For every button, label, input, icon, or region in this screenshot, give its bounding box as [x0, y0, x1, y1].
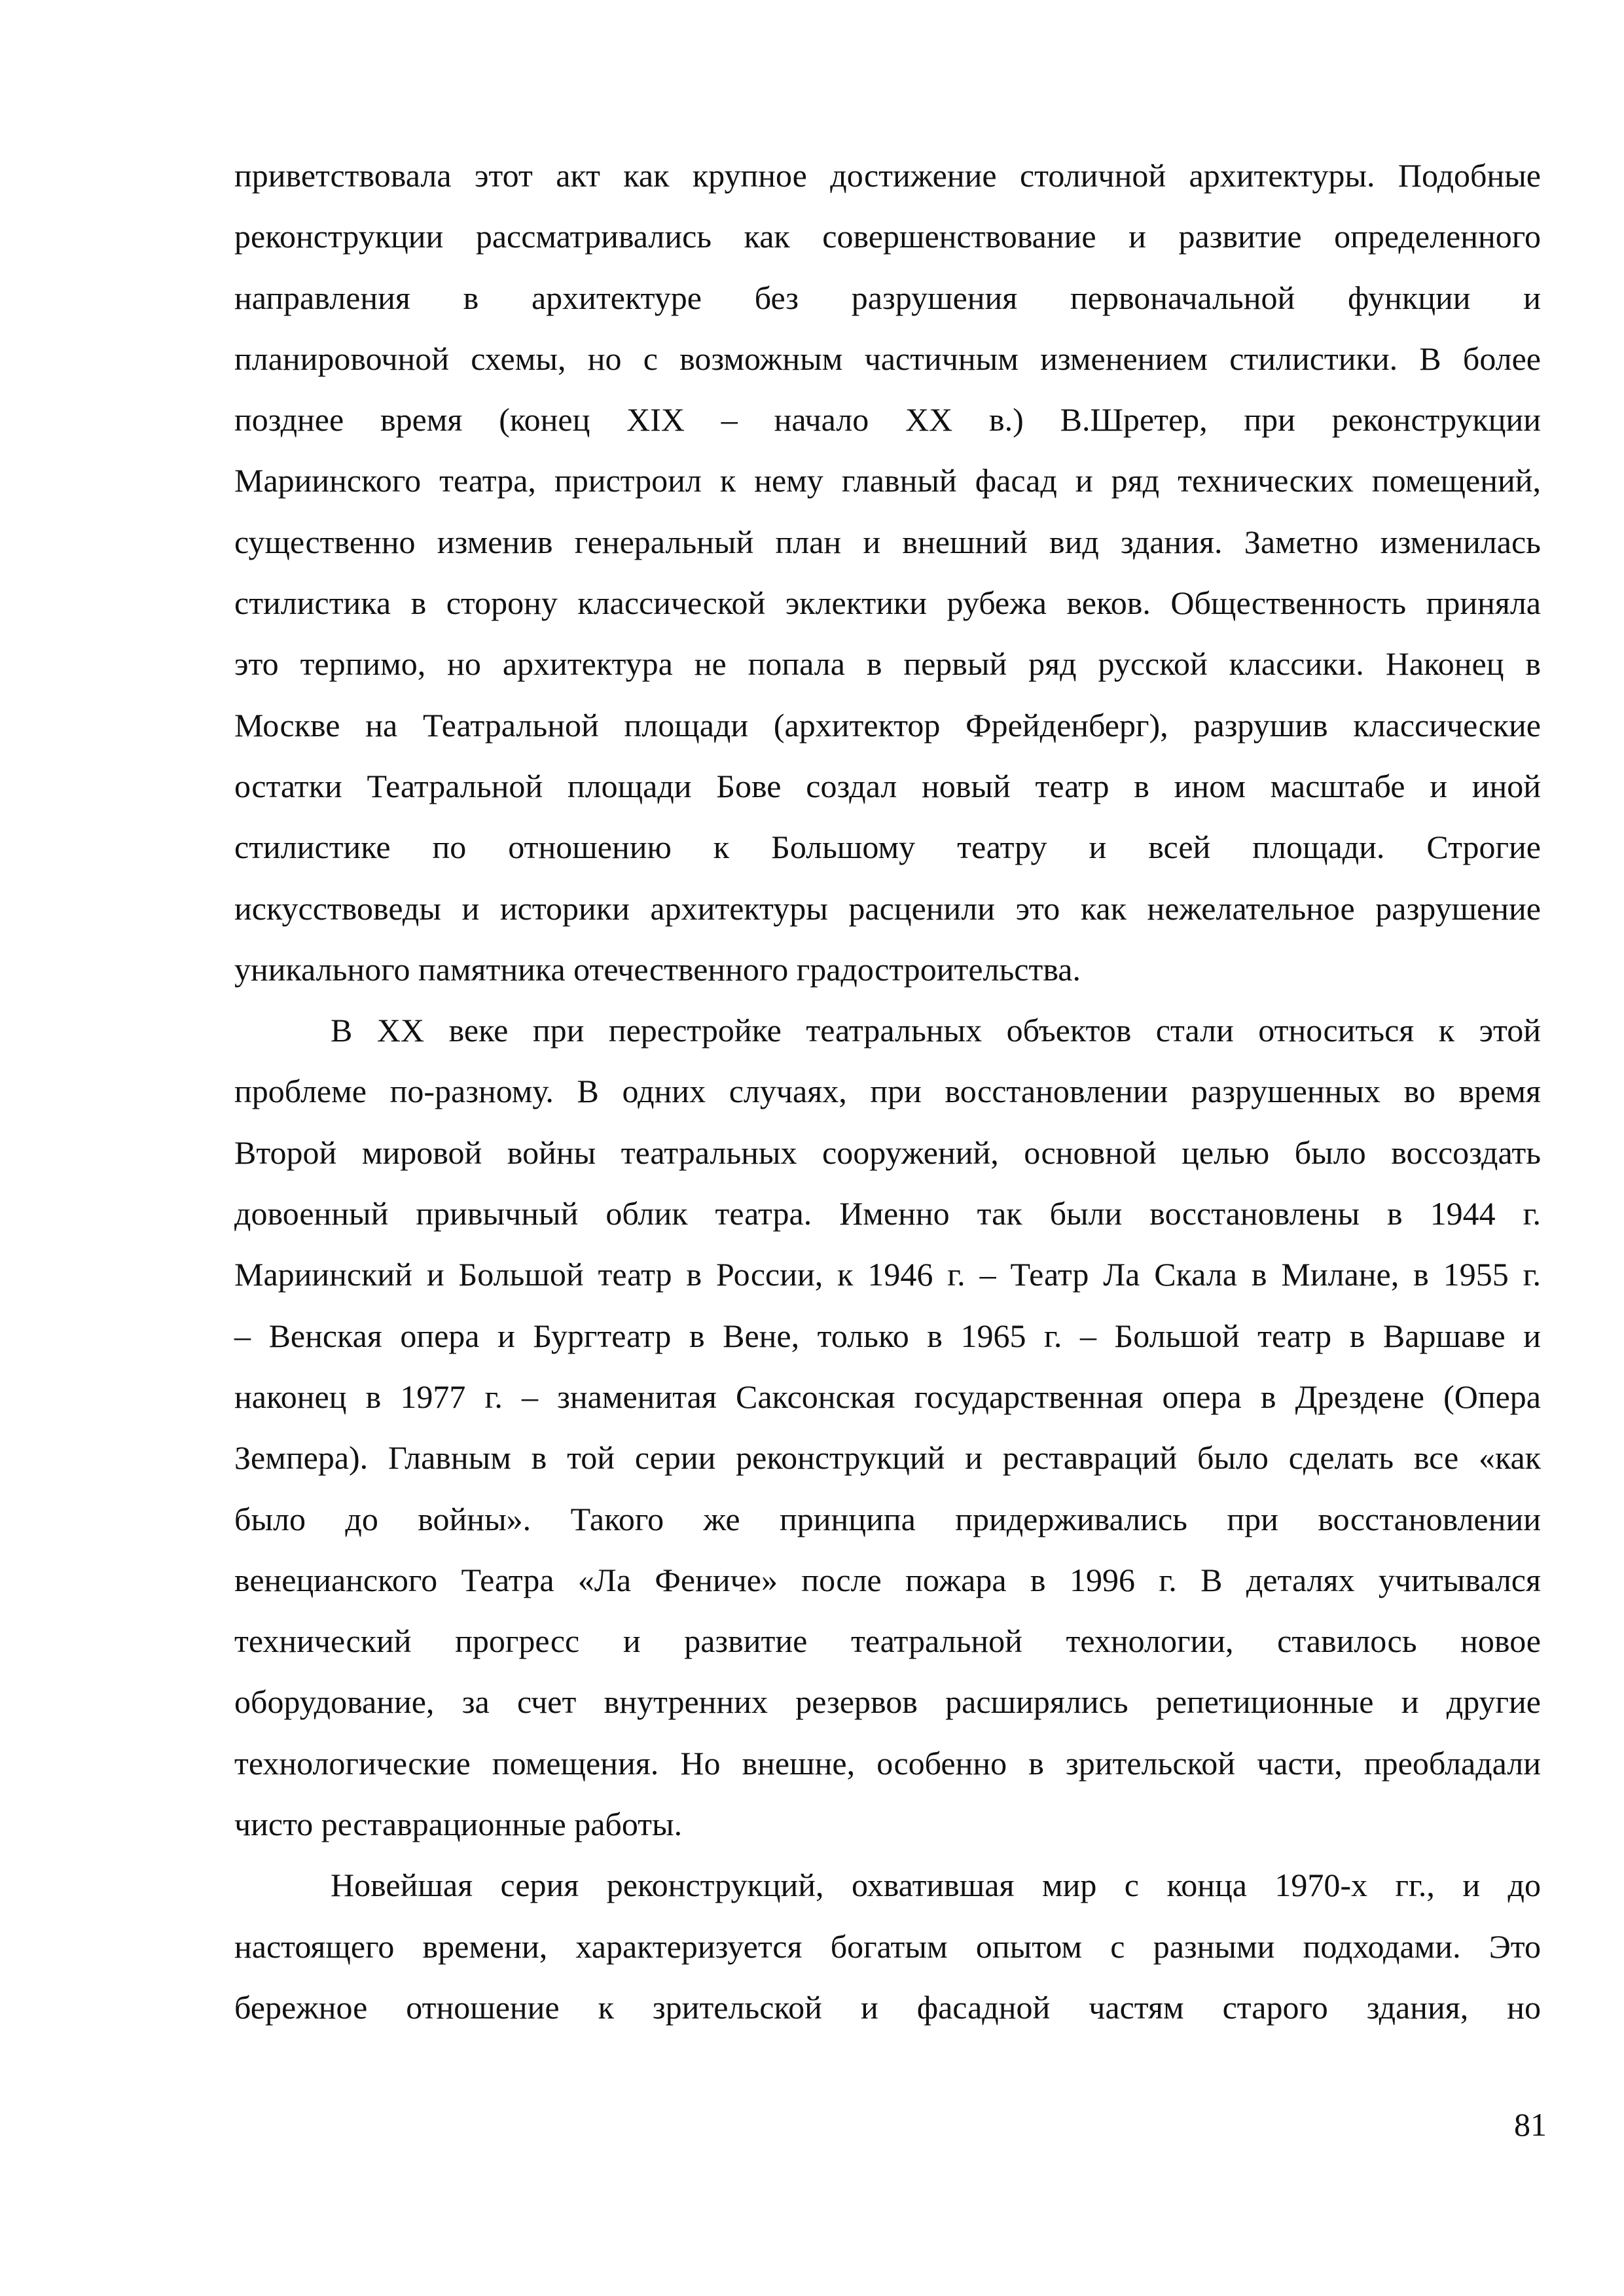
text-line: Второй мировой войны театральных сооружений, основной целью было воссоздать — [234, 1134, 1541, 1171]
text-line: венецианского Театра «Ла Фениче» после пожара в 1996 г. В деталях учитывался — [234, 1561, 1541, 1598]
paragraph-1 — [234, 145, 1541, 1000]
text-line: позднее время (конец XIX – начало XX в.) В.Шретер, при реконструкции — [234, 401, 1541, 439]
text-line: стилистика в сторону классической эклектики рубежа веков. Общественность приняла — [234, 584, 1541, 622]
text-line: наконец в 1977 г. – знаменитая Саксонская государственная опера в Дрездене (Опера — [234, 1378, 1541, 1415]
paragraph-2 — [234, 1000, 1541, 1855]
text-line: планировочной схемы, но с возможным частичным изменением стилистики. В более — [234, 340, 1541, 377]
text-line: технологические помещения. Но внешне, особенно в зрительской части, преобладали — [234, 1744, 1541, 1782]
text-line: проблеме по-разному. В одних случаях, при восстановлении разрушенных во время — [234, 1073, 1541, 1110]
text-line: направления в архитектуре без разрушения первоначальной функции и — [234, 279, 1541, 316]
text-line: искусствоведы и историки архитектуры расценили это как нежелательное разрушение — [234, 889, 1541, 927]
text-line: уникального памятника отечественного градостроительства. — [234, 950, 1081, 988]
text-line: приветствовала этот акт как крупное достижение столичной архитектуры. Подобные — [234, 157, 1541, 194]
text-line: – Венская опера и Бургтеатр в Вене, только в 1965 г. – Большой театр в Варшаве и — [234, 1317, 1541, 1354]
page-number: 81 — [1514, 2106, 1547, 2143]
text-line: существенно изменив генеральный план и внешний вид здания. Заметно изменилась — [234, 523, 1541, 560]
text-line: оборудование, за счет внутренних резервов расширялись репетиционные и другие — [234, 1683, 1541, 1721]
text-line: реконструкции рассматривались как совершенствование и развитие определенного — [234, 218, 1541, 255]
text-line: стилистике по отношению к Большому театру и всей площади. Строгие — [234, 829, 1541, 866]
text-line: довоенный привычный облик театра. Именно так были восстановлены в 1944 г. — [234, 1195, 1541, 1232]
body-text — [234, 145, 1541, 2038]
text-line: бережное отношение к зрительской и фасадной частям старого здания, но — [234, 1988, 1541, 2026]
text-line: Москве на Театральной площади (архитектор Фрейденберг), разрушив классические — [234, 706, 1541, 744]
text-line: технический прогресс и развитие театральной технологии, ставилось новое — [234, 1623, 1541, 1660]
text-line: Мариинский и Большой театр в России, к 1946 г. – Театр Ла Скала в Милане, в 1955 г. — [234, 1256, 1541, 1293]
text-line: это терпимо, но архитектура не попала в первый ряд русской классики. Наконец в — [234, 645, 1541, 683]
text-line: Земпера). Главным в той серии реконструкций и реставраций было сделать все «как — [234, 1439, 1541, 1477]
text-line: В XX веке при перестройке театральных объектов стали относиться к этой — [331, 1012, 1541, 1049]
text-line: было до войны». Такого же принципа придерживались при восстановлении — [234, 1500, 1541, 1537]
text-line: чисто реставрационные работы. — [234, 1806, 683, 1843]
text-line: остатки Театральной площади Бове создал новый театр в ином масштабе и иной — [234, 767, 1541, 804]
text-line: Новейшая серия реконструкций, охватившая мир с конца 1970-х гг., и до — [331, 1867, 1541, 1904]
text-line: Мариинского театра, пристроил к нему главный фасад и ряд технических помещений, — [234, 462, 1541, 499]
text-line: настоящего времени, характеризуется богатым опытом с разными подходами. Это — [234, 1928, 1541, 1965]
paragraph-3 — [234, 1855, 1541, 2038]
